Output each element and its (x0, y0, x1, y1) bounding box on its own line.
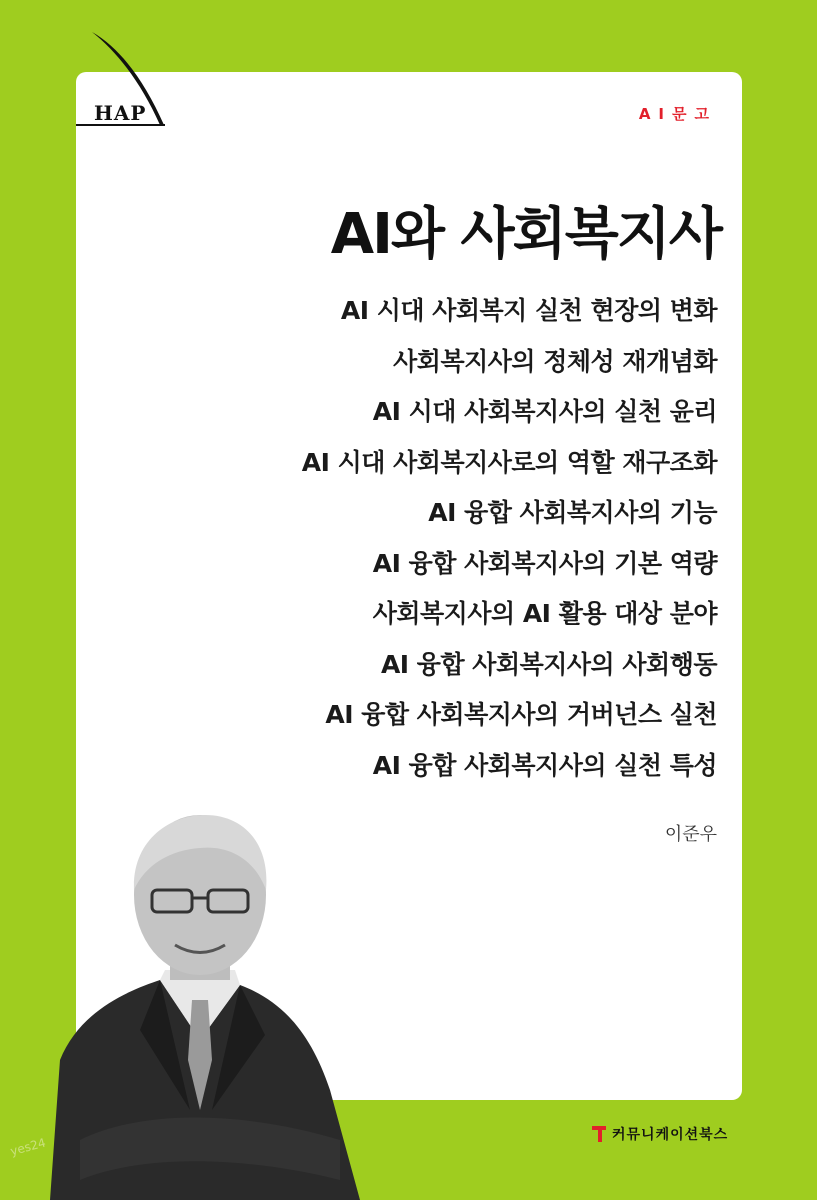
series-label: AI문고 (638, 105, 717, 123)
toc-item: AI 시대 사회복지사의 실천 윤리 (372, 397, 717, 426)
toc-item: AI 융합 사회복지사의 거버넌스 실천 (325, 700, 717, 729)
toc-item: AI 융합 사회복지사의 사회행동 (380, 649, 717, 679)
book-title: AI와 사회복지사 (330, 202, 721, 267)
toc-item: AI 융합 사회복지사의 실천 특성 (372, 750, 717, 780)
watermark: yes24 (8, 1135, 48, 1159)
toc-item: AI 시대 사회복지사로의 역할 재구조화 (301, 447, 717, 477)
toc-item: 사회복지사의 AI 활용 대상 분야 (372, 599, 717, 628)
toc-item: AI 시대 사회복지 실천 현장의 변화 (340, 296, 717, 325)
toc-item: 사회복지사의 정체성 재개념화 (393, 346, 717, 376)
table-of-contents (302, 286, 717, 791)
toc-item: AI 융합 사회복지사의 기능 (428, 498, 717, 527)
toc-item: AI 융합 사회복지사의 기본 역량 (372, 548, 717, 578)
publisher-logo (592, 1124, 728, 1144)
author-portrait (40, 810, 370, 1200)
hap-logo-text: HAP (94, 101, 147, 125)
publisher-icon (592, 1126, 606, 1142)
publisher-name: 커뮤니케이션북스 (612, 1127, 729, 1143)
author-name: 이준우 (664, 824, 717, 845)
